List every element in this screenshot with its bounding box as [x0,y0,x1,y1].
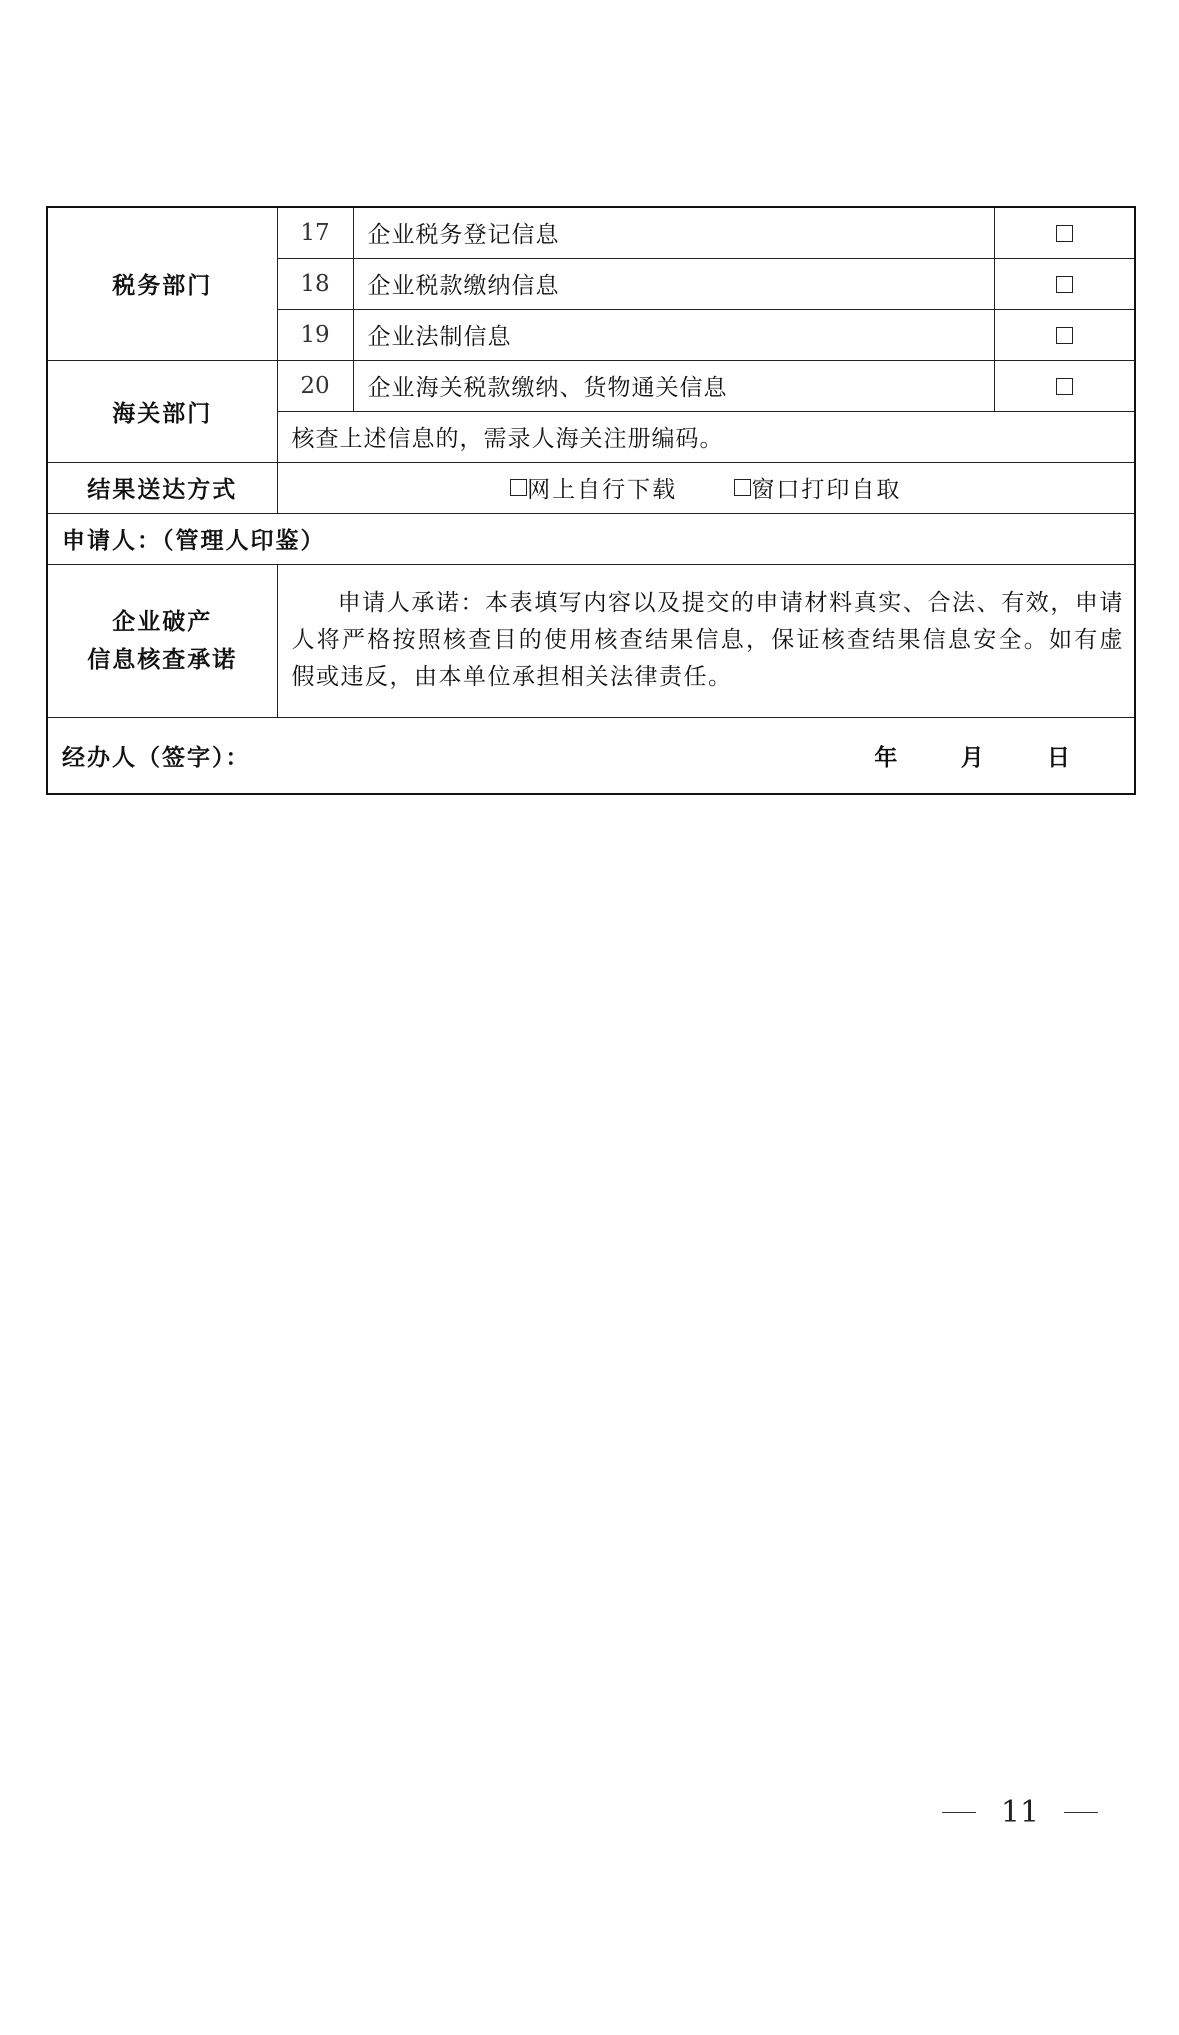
delivery-options [277,462,1135,513]
table-row [47,462,1135,513]
item-name: 企业税务登记信息 [353,207,994,258]
applicant-seal-field[interactable]: 申请人：（管理人印鉴） [47,513,1135,564]
page-number [942,1795,1098,1830]
delivery-option-label: 窗口打印自取 [751,477,902,503]
item-checkbox[interactable] [1056,378,1073,395]
date-fields [874,739,1070,772]
item-name: 企业海关税款缴纳、货物通关信息 [353,360,994,411]
item-checkbox-cell [994,360,1135,411]
item-checkbox[interactable] [1056,225,1073,242]
item-number: 20 [277,360,353,411]
item-checkbox-cell [994,207,1135,258]
item-name: 企业法制信息 [353,309,994,360]
month-label: 月 [960,744,984,771]
page-number-dash [942,1812,976,1814]
delivery-option-window[interactable] [734,471,901,504]
item-checkbox-cell [994,309,1135,360]
delivery-checkbox[interactable] [734,479,751,496]
table-row [47,360,1135,411]
customs-dept-label: 海关部门 [47,360,277,462]
item-name: 企业税款缴纳信息 [353,258,994,309]
signature-label: 经办人（签字）： [62,744,251,771]
page-number-value: 11 [1000,1795,1040,1830]
promise-text-cell [277,564,1135,717]
table-row [47,513,1135,564]
promise-text: 申请人承诺：本表填写内容以及提交的申请材料真实、合法、有效，申请人将严格按照核查目的使用核查结果信息，保证核查结果信息安全。如有虚假或违反，由本单位承担相关法律责任。 [291,590,1124,690]
tax-dept-label: 税务部门 [47,207,277,360]
promise-label-line: 企业破产 [112,608,213,635]
delivery-option-label: 网上自行下载 [527,477,678,503]
verification-form-table [46,206,1136,795]
signature-cell[interactable] [47,717,1135,794]
promise-label [47,564,277,717]
table-row [47,717,1135,794]
page-number-dash [1064,1812,1098,1814]
day-label: 日 [1047,744,1070,771]
delivery-checkbox[interactable] [510,479,527,496]
table-row [47,564,1135,717]
delivery-option-online[interactable] [510,471,677,504]
item-checkbox[interactable] [1056,276,1073,293]
item-checkbox[interactable] [1056,327,1073,344]
item-number: 19 [277,309,353,360]
promise-label-line: 信息核查承诺 [87,646,238,673]
year-label: 年 [874,744,898,771]
delivery-label: 结果送达方式 [47,462,277,513]
item-number: 17 [277,207,353,258]
item-checkbox-cell [994,258,1135,309]
item-number: 18 [277,258,353,309]
customs-note: 核查上述信息的，需录人海关注册编码。 [277,411,1135,462]
table-row [47,207,1135,258]
